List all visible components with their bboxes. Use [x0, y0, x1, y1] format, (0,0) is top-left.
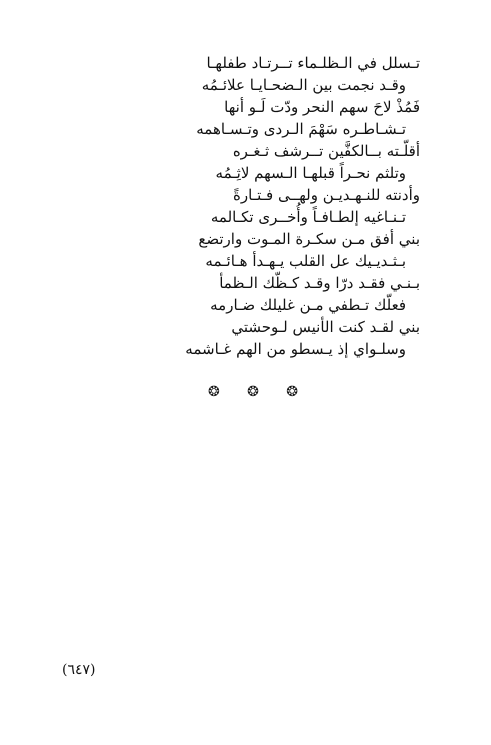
poem-block [60, 52, 420, 360]
flower-ornament-icon: ❂ [286, 384, 298, 400]
verse-line: بني أفق مـن سكـرة المـوت وارتضع [198, 230, 420, 248]
verse-line: وقـد نجمت بين الـضحـايـا علائـمُه [201, 76, 406, 94]
verse-line: فَمُذْ لاحَ سهم النحر ودّت لَـو أنها [224, 98, 420, 116]
verse-line: وأدنته للنـهـديـن ولهــى فـتـارةً [233, 186, 420, 204]
flower-ornament-icon: ❂ [247, 384, 259, 400]
verse-line: وسلـواي إذ يـسطو من الهم غـاشمه [185, 340, 406, 358]
page-number: (٦٤٧) [62, 662, 96, 678]
verse-line: أقلّـته بــالكفَّين تــرشف ثـغـره [232, 142, 420, 160]
verse-line: تـشـاطـره سَهْمَ الـردى وتـسـاهمه [196, 120, 406, 138]
flower-ornament-icon: ❂ [208, 384, 220, 400]
verse-line: بـثـديـيك عل القلب يـهـدأ هـائـمه [205, 252, 406, 270]
verse-line: بـنـي فقـد درّا وقـد كـظّك الـظمأ [219, 274, 420, 292]
verse-line: بني لقـد كنت الأنيس لـوحشتي [231, 318, 420, 336]
verse-line: فعلّك تـطفي مـن غليلك ضـارمه [210, 296, 406, 314]
verse-line: وتلثم نحـراً قبلهـا الـسهم لاثِـمُه [215, 164, 406, 182]
section-divider [208, 385, 298, 399]
verse-line: تـنـاغيه إلطـافـاً وأُخــرى تكـالمه [210, 208, 406, 226]
verse-line: تـسلل في الـظلـماء تــرتـاد طفلهـا [206, 54, 420, 72]
